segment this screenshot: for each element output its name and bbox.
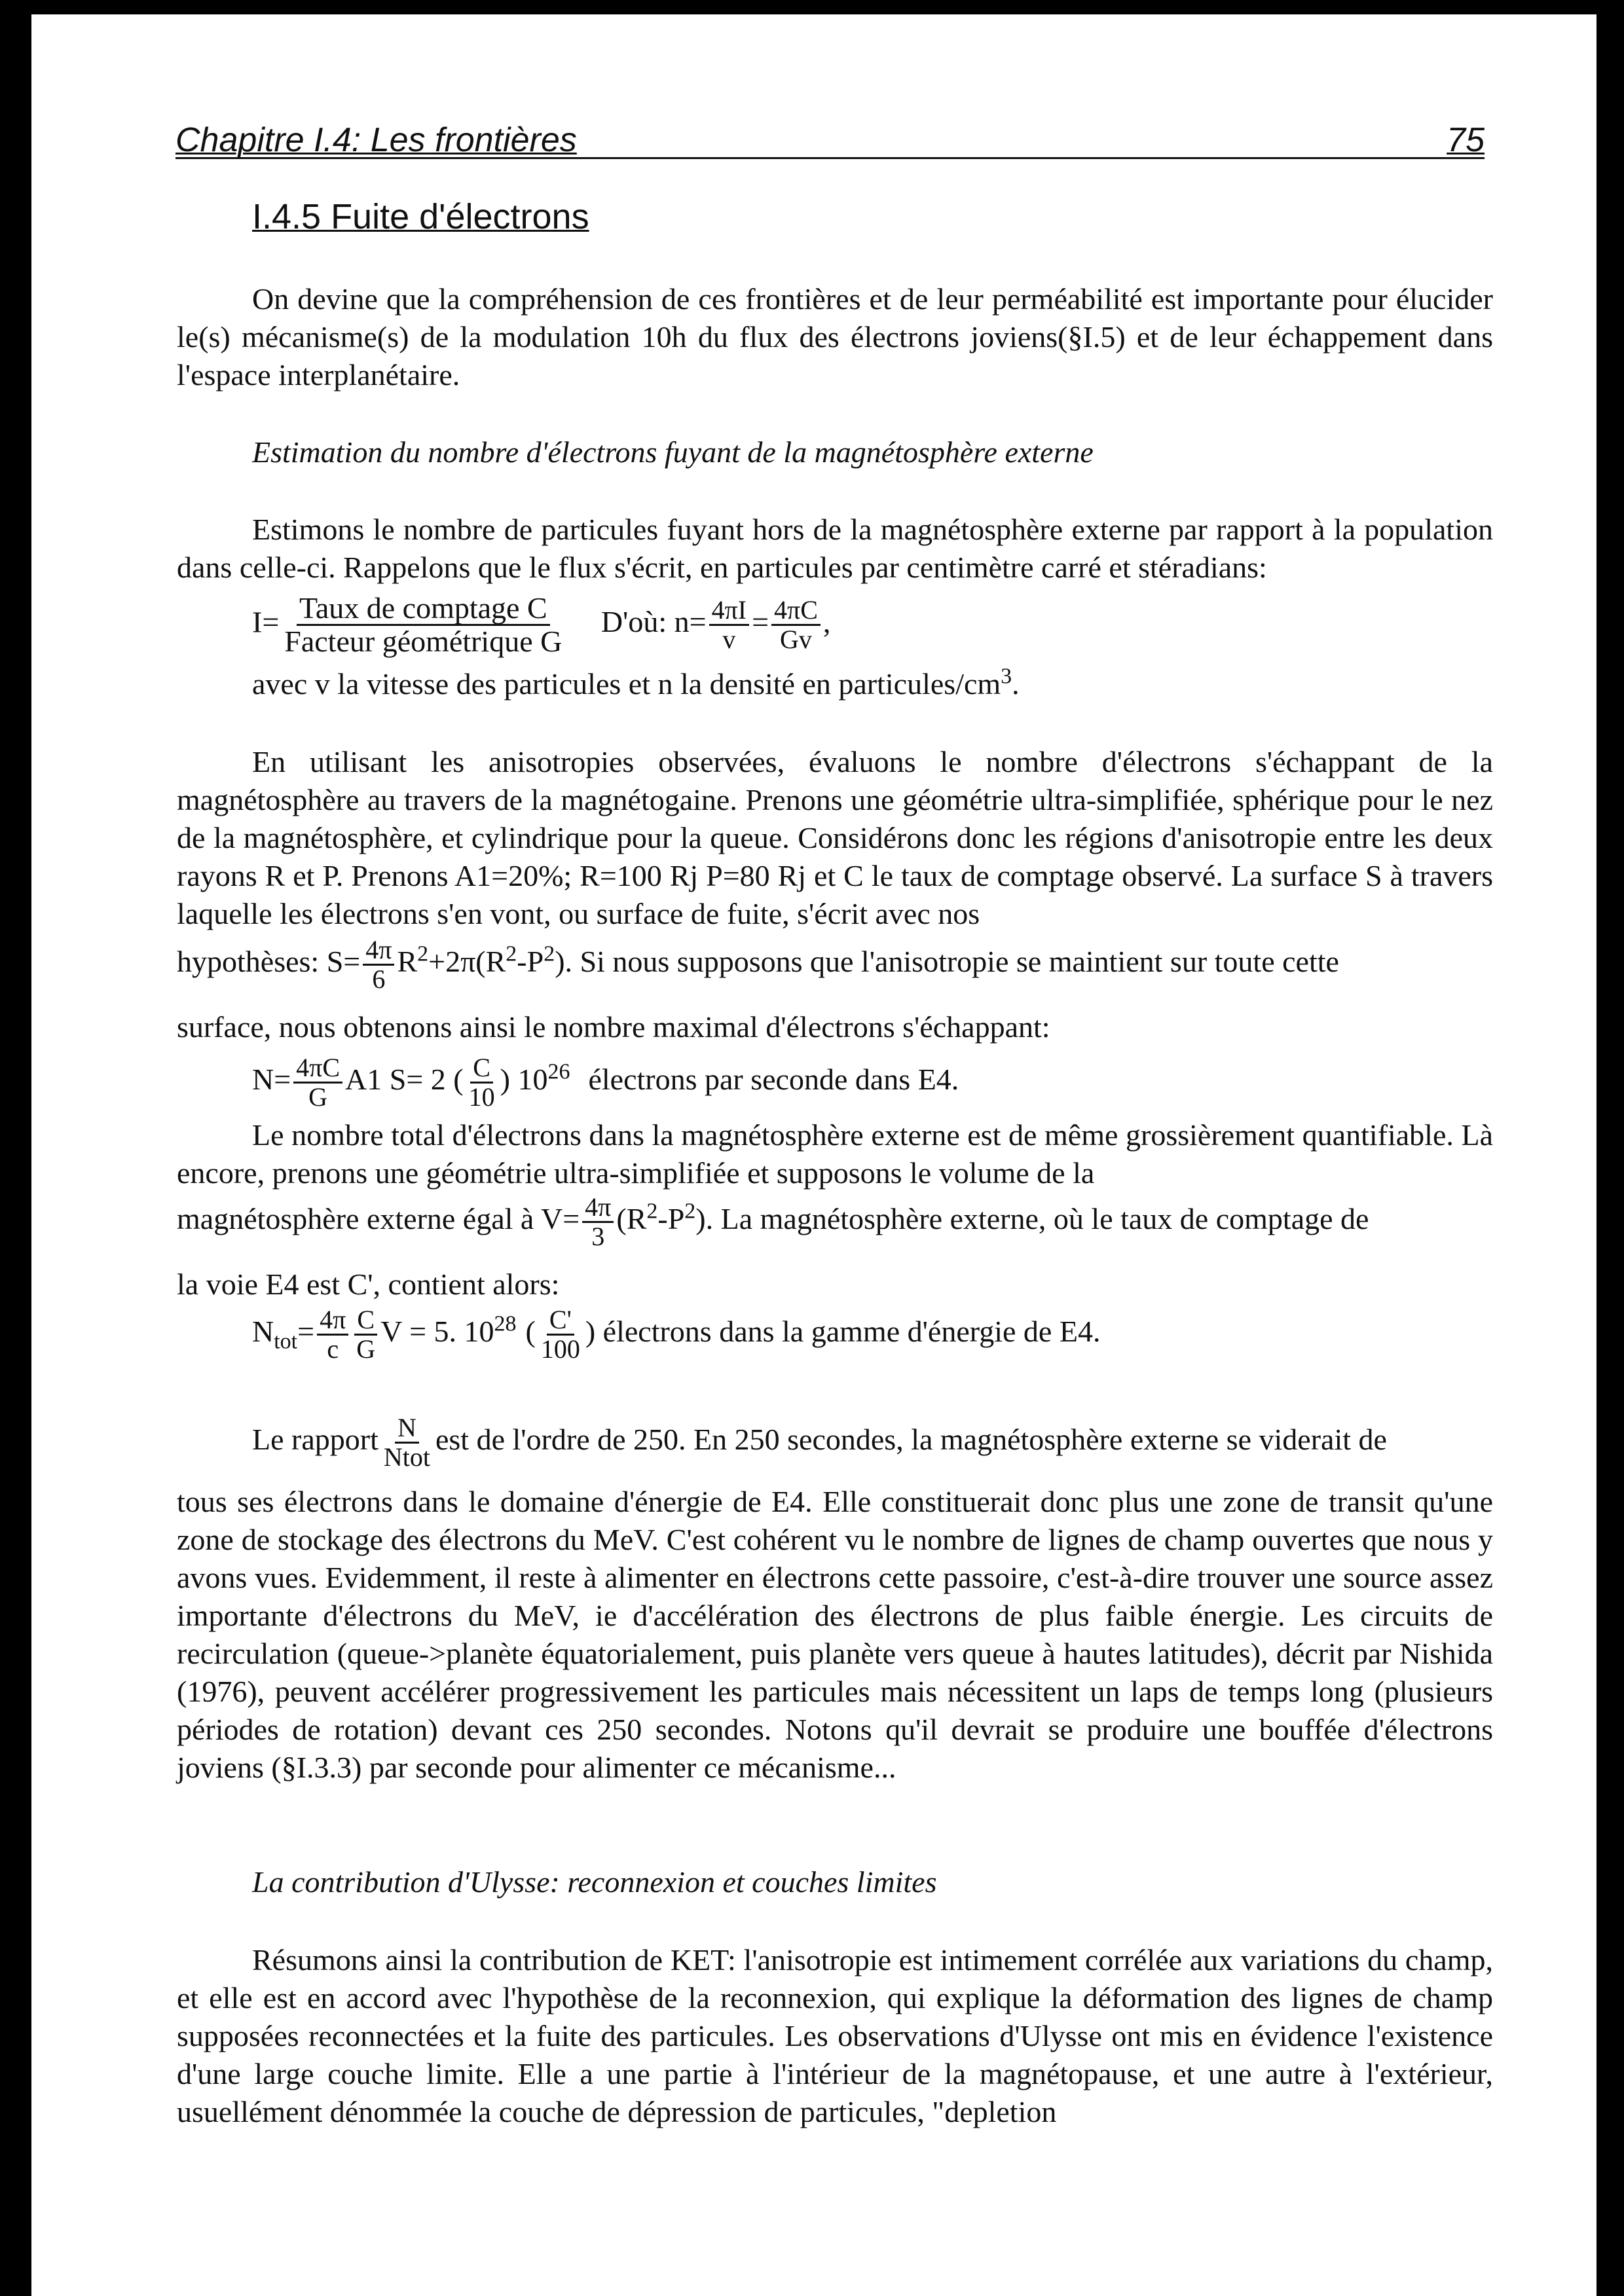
fraction-flux: $\frac{\text{Taux de comptage C}}{\text{Facteur géométrique G}}$ xyxy=(284,591,563,659)
paragraph-estimation: Estimons le nombre de particules fuyant hors de la magnétosphère externe par rapport à la population dans celle-ci. Rappelons que le flux s'écrit, en particules par centimètre carré et stéradians: xyxy=(177,513,1493,584)
fraction-density-1: $\frac{4\pi I}{v}$ xyxy=(709,596,750,653)
paragraph-intro: On devine que la compréhension de ces frontières et de leur perméabilité est importante pour élucider le(s) mécanisme(s) de la modulation 10h du flux des électrons joviens(§I.5) et de leur échappement dans l'espace interplanétaire. xyxy=(177,282,1493,392)
paragraph-transit: tous ses électrons dans le domaine d'énergie de E4. Elle constituerait donc plus une zone de transit qu'une zone de stockage des électrons du MeV. C'est cohérent vu le nombre de lignes de champ ouvertes que nous y avons vues. Evidemment, il reste à alimenter en électrons cette passoire, c'est-à-dire trouver une source assez importante d'électrons du MeV, ie d'accélération des électrons de plus faible énergie. Les circuits de recirculation (queue->planète équatorialement, puis planète vers queue à hautes latitudes), décrit par Nishida (1976), peuvent accélérer progressivement les particules mais nécessitent un laps de temps long (plusieurs périodes de rotation) devant ces 250 secondes. Notons qu'il devrait se produire une bouffée d'électrons joviens (§I.3.3) par seconde pour alimenter ce mécanisme... xyxy=(177,1485,1493,1784)
fraction-density-2: $\frac{4\pi C}{Gv}$ xyxy=(771,596,821,653)
equation-surface: hypothèses: S= $\frac{4\pi}{6}$ $R^2+2\pi(R^2-P^2)$. Si nous supposons que l'anisotropie se maintient sur toute cette xyxy=(177,935,1339,994)
equation-note: avec v la vitesse des particules et n la densité en particules/$cm^3$. xyxy=(252,664,1020,701)
equation-flux: I= $\frac{\text{Taux de comptage C}}{\text{Facteur géométrique G}}$ D'où: n= $\frac{4\pi I}{v}$ = $\frac{4\pi C}{Gv}$ , xyxy=(252,591,831,659)
running-header xyxy=(175,110,1485,159)
paragraph-total: Le nombre total d'électrons dans la magnétosphère externe est de même grossièrement quantifiable. Là encore, prenons une géométrie ultra-simplifiée et supposons le volume de la xyxy=(177,1118,1493,1190)
equation-volume: magnétosphère externe égal à V= $\frac{4\pi}{3}$ $(R^2-P^2)$. La magnétosphère externe, où le taux de comptage de xyxy=(177,1192,1369,1251)
equation-total-electrons: $N_{tot}=$ $\frac{4\pi}{c}$ $\frac{C}{G}$ V = 5. $10^{28}$ ( $\frac{C'}{100}$ ) électrons dans la gamme d'énergie de E4. xyxy=(252,1305,1101,1364)
equation-ratio: Le rapport $\frac{N}{\text{Ntot}}$ est de l'ordre de 250. En 250 secondes, la magnétosphère externe se viderait de xyxy=(252,1413,1387,1472)
page-number: 75 xyxy=(1447,121,1485,159)
paragraph-anisotropy: En utilisant les anisotropies observées, évaluons le nombre d'électrons s'échappant de la magnétosphère au travers de la magnétogaine. Prenons une géométrie ultra-simplifiée, sphérique pour le nez de la magnétosphère, et cylindrique pour la queue. Considérons donc les régions d'anisotropie entre les deux rayons R et P. Prenons A1=20%; R=100 Rj P=80 Rj et C le taux de comptage observé. La surface S à travers laquelle les électrons s'en vont, ou surface de fuite, s'écrit avec nos xyxy=(177,745,1493,930)
subheading-ulysse: La contribution d'Ulysse: reconnexion et couches limites xyxy=(252,1865,937,1899)
paragraph-anisotropy-end: surface, nous obtenons ainsi le nombre maximal d'électrons s'échappant: xyxy=(177,1010,1050,1044)
section-title: I.4.5 Fuite d'électrons xyxy=(252,197,589,236)
equation-escape-rate: N= $\frac{4\pi C}{G}$ A1 S= 2 ( $\frac{C}{10}$ ) $10^{26}$ électrons par seconde dans E4. xyxy=(252,1053,959,1112)
paragraph-ulysse: Résumons ainsi la contribution de KET: l'anisotropie est intimement corrélée aux variations du champ, et elle est en accord avec l'hypothèse de la reconnexion, qui explique la déformation des lignes de champ supposées reconnectées et la fuite des particules. Les observations d'Ulysse ont mis en évidence l'existence d'une large couche limite. Elle a une partie à l'intérieur de la magnétopause, et une autre à l'extérieur, usuellément dénommée la couche de dépression de particules, "depletion xyxy=(177,1943,1493,2128)
subheading-estimation: Estimation du nombre d'électrons fuyant de la magnétosphère externe xyxy=(252,435,1094,469)
chapter-title: Chapitre I.4: Les frontières xyxy=(175,121,577,159)
paragraph-total-end: la voie E4 est C', contient alors: xyxy=(177,1267,560,1301)
